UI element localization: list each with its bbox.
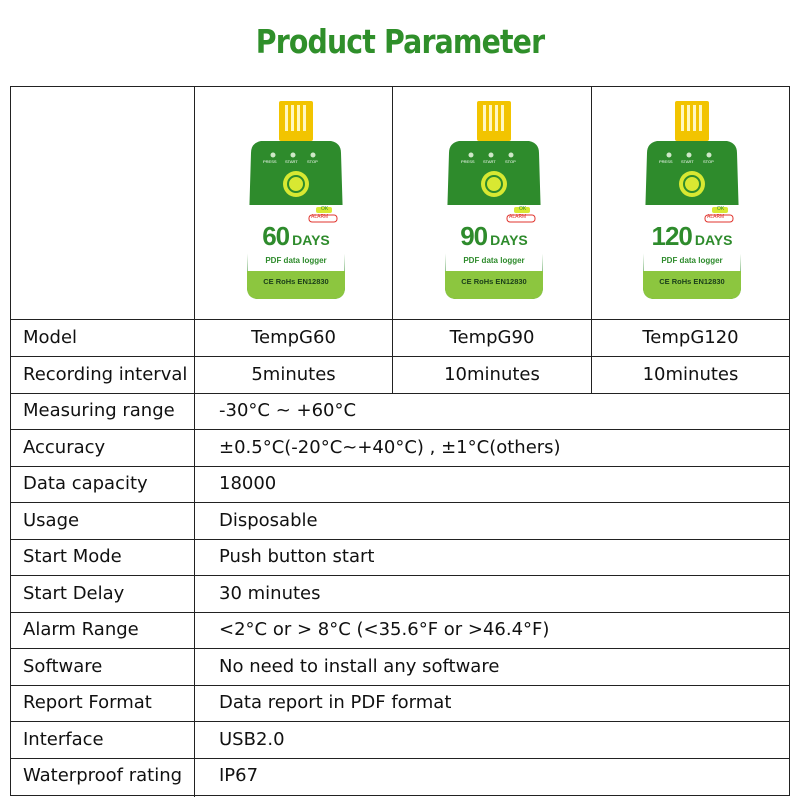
device-button-label: STOP	[703, 159, 714, 164]
spec-label: Alarm Range	[23, 619, 139, 640]
spec-label: Software	[23, 656, 103, 677]
model-value: TempG120	[642, 327, 739, 348]
device-days-unit: DAYS	[694, 232, 733, 248]
col-divider	[194, 393, 195, 797]
device-alarm-label: ALARM	[311, 214, 329, 220]
device-alarm-label: ALARM	[707, 214, 725, 220]
device-days-unit: DAYS	[292, 232, 330, 248]
device-ok-label: OK	[717, 206, 725, 212]
spec-value: Push button start	[219, 546, 375, 567]
model-value: TempG60	[251, 327, 336, 348]
spec-value: Disposable	[219, 510, 318, 531]
device-days	[639, 221, 745, 252]
spec-value: No need to install any software	[219, 656, 500, 677]
device-button-label: PRESS	[263, 159, 277, 164]
spec-label: Usage	[23, 510, 80, 531]
device-ok-label: OK	[321, 206, 329, 212]
device-button-label: START	[681, 159, 694, 164]
device-days-unit: DAYS	[490, 232, 528, 248]
device-image-tempg60	[243, 101, 349, 301]
spec-label: Start Delay	[23, 583, 125, 604]
device-days	[441, 221, 547, 252]
label-recording-interval: Recording interval	[23, 364, 188, 385]
spec-label: Interface	[23, 729, 104, 750]
spec-value: -30°C ~ +60°C	[219, 400, 357, 421]
spec-value: USB2.0	[219, 729, 285, 750]
device-button-label: STOP	[307, 159, 318, 164]
device-image-tempg90	[441, 101, 547, 301]
spec-label: Measuring range	[23, 400, 175, 421]
parameter-table	[10, 86, 790, 796]
device-days-number: 60	[262, 221, 290, 251]
spec-label: Data capacity	[23, 473, 148, 494]
spec-value: 30 minutes	[219, 583, 321, 604]
device-cert: CE RoHs EN12830	[659, 277, 725, 286]
page-title: Product Parameter	[255, 22, 545, 61]
model-value: TempG90	[449, 327, 535, 348]
spec-label: Start Mode	[23, 546, 122, 567]
device-ok-label: OK	[519, 206, 527, 212]
row-divider	[11, 721, 789, 722]
device-subtitle: PDF data logger	[265, 256, 327, 265]
row-divider	[11, 575, 789, 576]
device-days-number: 120	[651, 221, 692, 251]
spec-value: <2°C or > 8°C (<35.6°F or >46.4°F)	[219, 619, 550, 640]
spec-label: Waterproof rating	[23, 765, 183, 786]
device-cert: CE RoHs EN12830	[461, 277, 527, 286]
device-image-tempg120	[639, 101, 745, 301]
spec-value: IP67	[219, 765, 259, 786]
label-model: Model	[23, 327, 78, 348]
device-button-label: START	[285, 159, 298, 164]
device-button-label: PRESS	[461, 159, 475, 164]
interval-value: 10minutes	[444, 364, 540, 385]
device-cert: CE RoHs EN12830	[263, 277, 329, 286]
device-subtitle: PDF data logger	[463, 256, 525, 265]
spec-value: 18000	[219, 473, 277, 494]
spec-label: Accuracy	[23, 437, 106, 458]
device-days-number: 90	[460, 221, 488, 251]
device-subtitle: PDF data logger	[661, 256, 723, 265]
device-days	[243, 221, 349, 252]
spec-value: Data report in PDF format	[219, 692, 452, 713]
interval-value: 10minutes	[642, 364, 739, 385]
device-button-label: START	[483, 159, 496, 164]
device-button-label: STOP	[505, 159, 516, 164]
row-divider	[11, 539, 789, 540]
row-divider	[11, 502, 789, 503]
device-button-label: PRESS	[659, 159, 673, 164]
interval-value: 5minutes	[251, 364, 336, 385]
spec-value: ±0.5°C(-20°C~+40°C) , ±1°C(others)	[219, 437, 561, 458]
spec-label: Report Format	[23, 692, 152, 713]
device-alarm-label: ALARM	[509, 214, 527, 220]
